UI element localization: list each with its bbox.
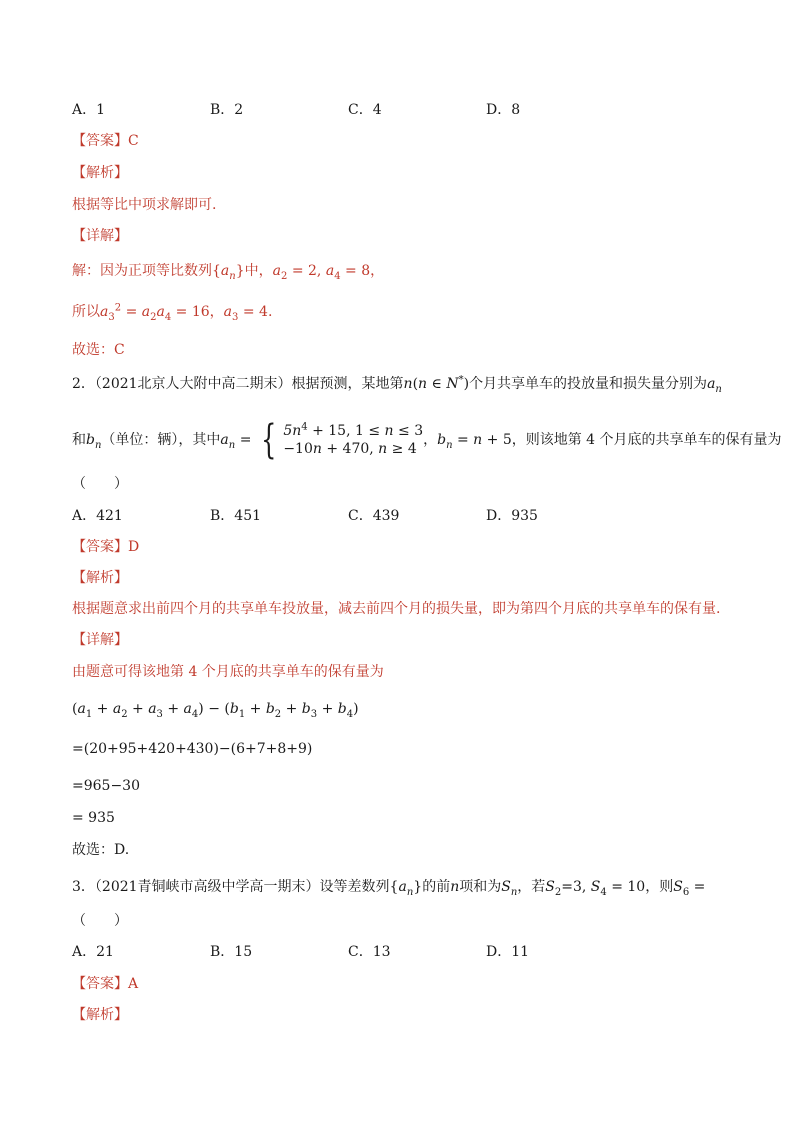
- an-piecewise-formula: $a_n$ = { $5n^4 + 15$, 1 ≤ n ≤ 3 −10n + 470, n ≥ 4: [220, 417, 424, 463]
- q2-options: [72, 506, 624, 526]
- q2-detail-text: 由题意可得该地第 4 个月底的共享单车的保有量为: [72, 664, 384, 680]
- answer-value: C: [128, 133, 139, 149]
- answer-label: 【答案】: [72, 976, 128, 992]
- an-symbol: $a_n$: [707, 376, 722, 395]
- answer-label: 【答案】: [72, 539, 128, 555]
- q3-option-b: B．15: [210, 944, 253, 960]
- q2-calc-line1: [72, 699, 359, 719]
- s2-s4-formula: $S_2=3$, $S_4 = 10$: [545, 879, 646, 898]
- q1-option-c: C．4: [348, 102, 382, 118]
- q1-option-d: D．8: [486, 102, 521, 118]
- geometric-mean-formula: $a_3^2 = a_2a_4 = 16$: [100, 302, 210, 323]
- q3-answer: [72, 974, 138, 994]
- q1-options: [72, 100, 624, 120]
- q2-calc-line2: =(20+95+420+430)−(6+7+8+9): [72, 741, 313, 757]
- q2-conclusion: 故选：D.: [72, 842, 130, 858]
- bn-symbol: $b_n$: [86, 432, 102, 451]
- q1-conclusion: 故选：C: [72, 342, 125, 358]
- given-values-formula: $a_2 = 2$, $a_4 = 8$: [272, 263, 371, 282]
- answer-value: D: [128, 539, 140, 555]
- q2-calc-line3: =965−30: [72, 778, 140, 794]
- q2-option-a: A．421: [72, 508, 123, 524]
- q1-option-b: B．2: [210, 102, 244, 118]
- q2-option-b: B．451: [210, 508, 262, 524]
- q2-stem-line2: 和$b_n$（单位：辆），其中$a_n$ = { $5n^4 + 15$, 1 ≤ n ≤ 3 −10n + 470, n ≥ 4 ，$b_n = n + 5$，则该地第 4 个月底的共享单车的保有量为: [72, 417, 782, 463]
- q2-analysis-label: 【解析】: [72, 570, 128, 586]
- q1-detail-label: 【详解】: [72, 228, 128, 244]
- q2-analysis-text: 根据题意求出前四个月的共享单车投放量，减去前四个月的损失量，即为第四个月底的共享单车的保有量.: [72, 601, 721, 617]
- q1-option-a: A．1: [72, 102, 106, 118]
- q1-analysis-text: 根据等比中项求解即可.: [72, 197, 217, 213]
- q1-analysis-label: 【解析】: [72, 165, 128, 181]
- q3-analysis-label: 【解析】: [72, 1007, 128, 1023]
- sn-symbol: $S_n$: [501, 879, 518, 898]
- bn-formula: $b_n = n + 5$: [437, 432, 512, 451]
- q2-option-d: D．935: [486, 508, 538, 524]
- a3-result-formula: $a_3 = 4$: [223, 304, 268, 323]
- q2-calc-line4: = 935: [72, 810, 115, 826]
- q2-stem-line1: 2．（2021北京人大附中高二期末）根据预测，某地第n(n ∈ N*)个月共享单车的投放量和损失量分别为$a_n$: [72, 374, 722, 395]
- q3-options: [72, 942, 624, 962]
- n-symbol: n: [450, 879, 460, 895]
- n-in-naturals-formula: n(n ∈ N*): [403, 374, 470, 392]
- q3-option-c: C．13: [348, 944, 391, 960]
- q2-option-c: C．439: [348, 508, 400, 524]
- sequence-an-formula: $\{a_n\}$: [212, 263, 245, 282]
- q3-option-d: D．11: [486, 944, 530, 960]
- q1-detail-line2: 所以$a_3^2 = a_2a_4 = 16$，$a_3 = 4$.: [72, 302, 273, 323]
- answer-label: 【答案】: [72, 133, 128, 149]
- q3-stem: 3．（2021青铜峡市高级中学高一期末）设等差数列$\{a_n\}$的前n项和为$S_n$，若$S_2=3$, $S_4 = 10$，则$S_6$ =: [72, 879, 706, 898]
- q3-blank: （ ）: [72, 913, 128, 929]
- q2-blank: （ ）: [72, 476, 128, 492]
- q3-option-a: A．21: [72, 944, 114, 960]
- q1-detail-line1: 解：因为正项等比数列$\{a_n\}$中，$a_2 = 2$, $a_4 = 8$，: [72, 263, 385, 282]
- q1-answer: [72, 131, 139, 151]
- sequence-an-formula: $\{a_n\}$: [389, 879, 423, 898]
- q2-detail-label: 【详解】: [72, 632, 128, 648]
- q2-answer: [72, 537, 139, 557]
- sum-difference-formula: $(a_1 + a_2 + a_3 + a_4) - (b_1 + b_2 + b_3 + b_4)$: [72, 701, 359, 720]
- s6-formula: $S_6$ =: [673, 879, 706, 898]
- answer-value: A: [128, 976, 139, 992]
